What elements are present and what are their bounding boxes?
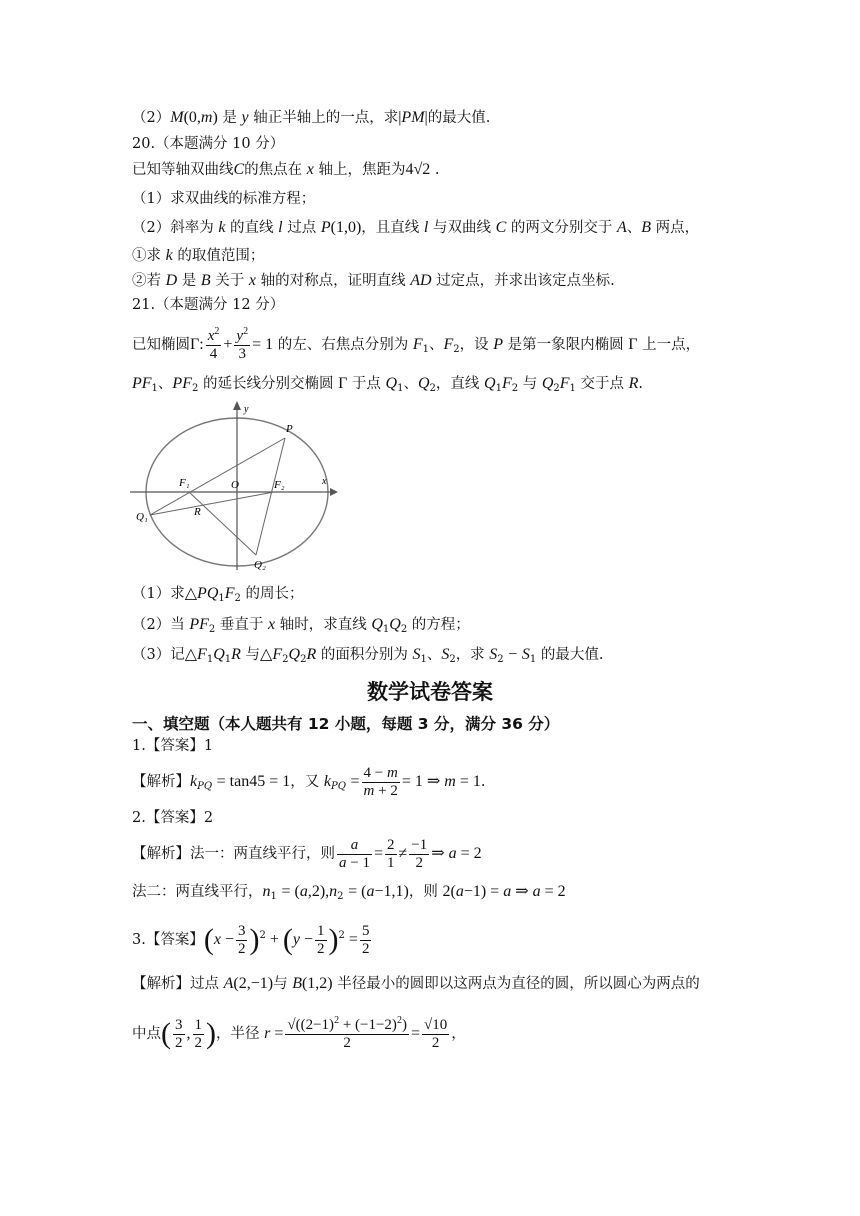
q20-part1: （1）求双曲线的标准方程； <box>132 191 316 207</box>
q19-part2-num: （2） <box>132 110 171 126</box>
label-q2: Q₂ <box>254 559 266 571</box>
answer-1: 1.【答案】1 <box>132 738 214 754</box>
ellipse-figure <box>126 398 346 574</box>
q21-part1: （1）求$\triangle PQ_1F_2$ 的周长； <box>132 585 304 604</box>
answers-section-heading: 一、填空题（本人题共有 12 小题，每题 3 分，满分 36 分） <box>132 715 560 733</box>
answer-2: 2.【答案】2 <box>132 810 214 826</box>
line-q1-f2 <box>150 492 274 515</box>
q20-header: 20.（本题满分 10 分） <box>132 136 285 152</box>
x-axis-arrow <box>330 488 338 496</box>
label-f1: F₁ <box>179 477 190 489</box>
label-p: P <box>286 423 293 435</box>
q21-stem-1: 已知椭圆Γ: $\frac{x^2}{4}$ + $\frac{y^2}{3}$ = 1 的左、右焦点分别为 $F_1$、$F_2$，设 P 是第一象限内椭圆 Γ 上一点， <box>132 325 701 362</box>
label-r: R <box>194 506 201 518</box>
line-p-q1 <box>150 438 285 515</box>
label-f2: F₂ <box>274 479 285 491</box>
answer-3: 3.【答案】(x − $\frac{3}{2}$ )$^2$ + (y − $\frac{1}{2}$ )$^2$ = $\frac{5}{2}$ <box>132 922 370 957</box>
q19-part2: （2）M(0,m) 是 y 轴正半轴上的一点，求|PM|的最大值. <box>132 109 491 126</box>
label-y: y <box>244 404 249 415</box>
answers-title: 数学试卷答案 <box>367 680 493 704</box>
q21-part2: （2）当 $PF_2$ 垂直于 x 轴时，求直线 $Q_1Q_2$ 的方程； <box>132 616 470 635</box>
q20-part2-b: ②若 D 是 B 关于 x 轴的对称点，证明直线 AD 过定点，并求出该定点坐标. <box>132 272 615 289</box>
answer-3-explanation-2: 中点( $\frac{3}{2}$ , $\frac{1}{2}$ )，半径 r = $\frac{√((2-1)^2 + (-1-2)^2)}{2}$ = $\frac{√10}{2}$ ， <box>132 1014 466 1051</box>
q20-stem: 已知等轴双曲线C的焦点在 x 轴上，焦距为4√2 . <box>132 161 440 178</box>
answer-1-explanation: 【解析】$k_{PQ} = \tan 45 = 1$，又 $k_{PQ}$ = $\frac{4 - m}{m + 2}$ = 1 ⇒ m = 1. <box>132 764 486 799</box>
label-q1: Q₁ <box>136 511 148 523</box>
label-o: O <box>231 479 239 491</box>
q21-stem-2: $PF_1$、$PF_2$ 的延长线分别交椭圆 Γ 于点 $Q_1$、$Q_2$，直线 $Q_1F_2$ 与 $Q_2F_1$ 交于点 R. <box>132 375 644 394</box>
answer-2-explanation-2: 法二：两直线平行，$n_1 = (a,2),n_2 = (a-1,1)$，则 2(a−1) = a ⇒ a = 2 <box>132 883 566 902</box>
q21-header: 21.（本题满分 12 分） <box>132 297 285 313</box>
q20-part2: （2）斜率为 k 的直线 l 过点 P(1,0)，且直线 l 与双曲线 C 的两文分别交于 A、B 两点， <box>132 219 700 236</box>
q20-part2-a: ①求 k 的取值范围； <box>132 247 265 264</box>
y-axis-arrow <box>233 401 241 410</box>
q21-part3: （3）记$\triangle F_1Q_1R$ 与$\triangle F_2Q_2R$ 的面积分别为 $S_1$、$S_2$，求 $S_2 - S_1$ 的最大值. <box>132 646 604 665</box>
label-x: x <box>322 476 327 487</box>
answer-3-explanation-1: 【解析】过点 A(2,−1)与 B(1,2) 半径最小的圆即以这两点为直径的圆，所以圆心为两点的 <box>132 975 700 992</box>
answer-2-explanation-1: 【解析】法一：两直线平行，则 $\frac{a}{a - 1}$ = $\frac{2}{1}$ ≠ $\frac{-1}{2}$ ⇒ a = 2 <box>132 836 482 871</box>
line-p-q2 <box>256 438 285 555</box>
